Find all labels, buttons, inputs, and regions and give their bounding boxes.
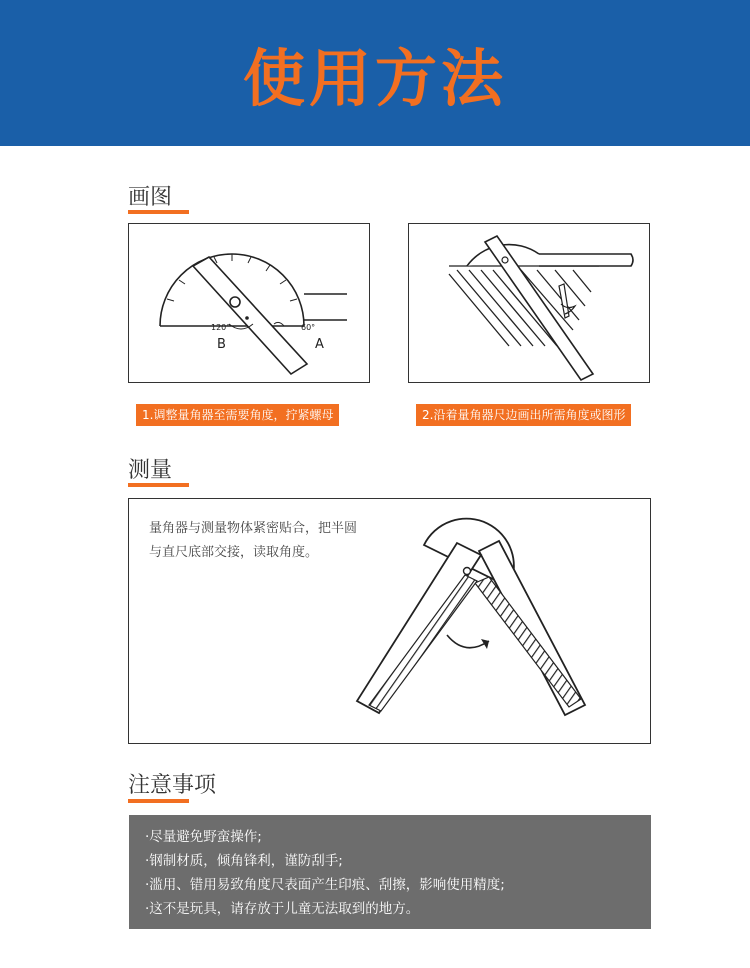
angle-label-120: 120° (211, 323, 231, 332)
page-title: 使用方法 (242, 41, 507, 115)
measure-description-line1: 量角器与测量物体紧密贴合，把半圆 (149, 521, 358, 536)
section-underline-notes (128, 799, 189, 803)
protractor-trace-illustration (409, 224, 649, 382)
measure-diagram (128, 498, 651, 744)
note-item: ·这不是玩具，请存放于儿童无法取到的地方。 (145, 901, 420, 917)
letter-b: B (217, 337, 226, 352)
header-banner (0, 0, 750, 146)
note-item: ·钢制材质，倾角锋利，谨防刮手; (145, 853, 343, 869)
draw-diagram-right (408, 223, 650, 383)
section-title-notes: 注意事项 (128, 773, 217, 798)
angle-label-60: 60° (301, 323, 316, 332)
notes-box (129, 815, 651, 929)
note-item: ·尽量避免野蛮操作; (145, 829, 262, 845)
section-title-draw: 画图 (128, 185, 173, 210)
draw-diagram-left (128, 223, 370, 383)
section-underline-measure (128, 483, 189, 487)
letter-a: A (315, 337, 324, 352)
measure-description-line2: 与直尺底部交接，读取角度。 (149, 545, 319, 560)
section-underline-draw (128, 210, 189, 214)
note-item: ·滥用、错用易致角度尺表面产生印痕、刮擦，影响使用精度; (145, 877, 505, 893)
caption-step1: 1.调整量角器至需要角度，拧紧螺母 (136, 404, 339, 426)
measure-description (149, 517, 409, 565)
section-title-measure: 测量 (128, 458, 173, 483)
caption-step2: 2.沿着量角器尺边画出所需角度或图形 (416, 404, 631, 426)
protractor-adjust-illustration (129, 224, 369, 382)
